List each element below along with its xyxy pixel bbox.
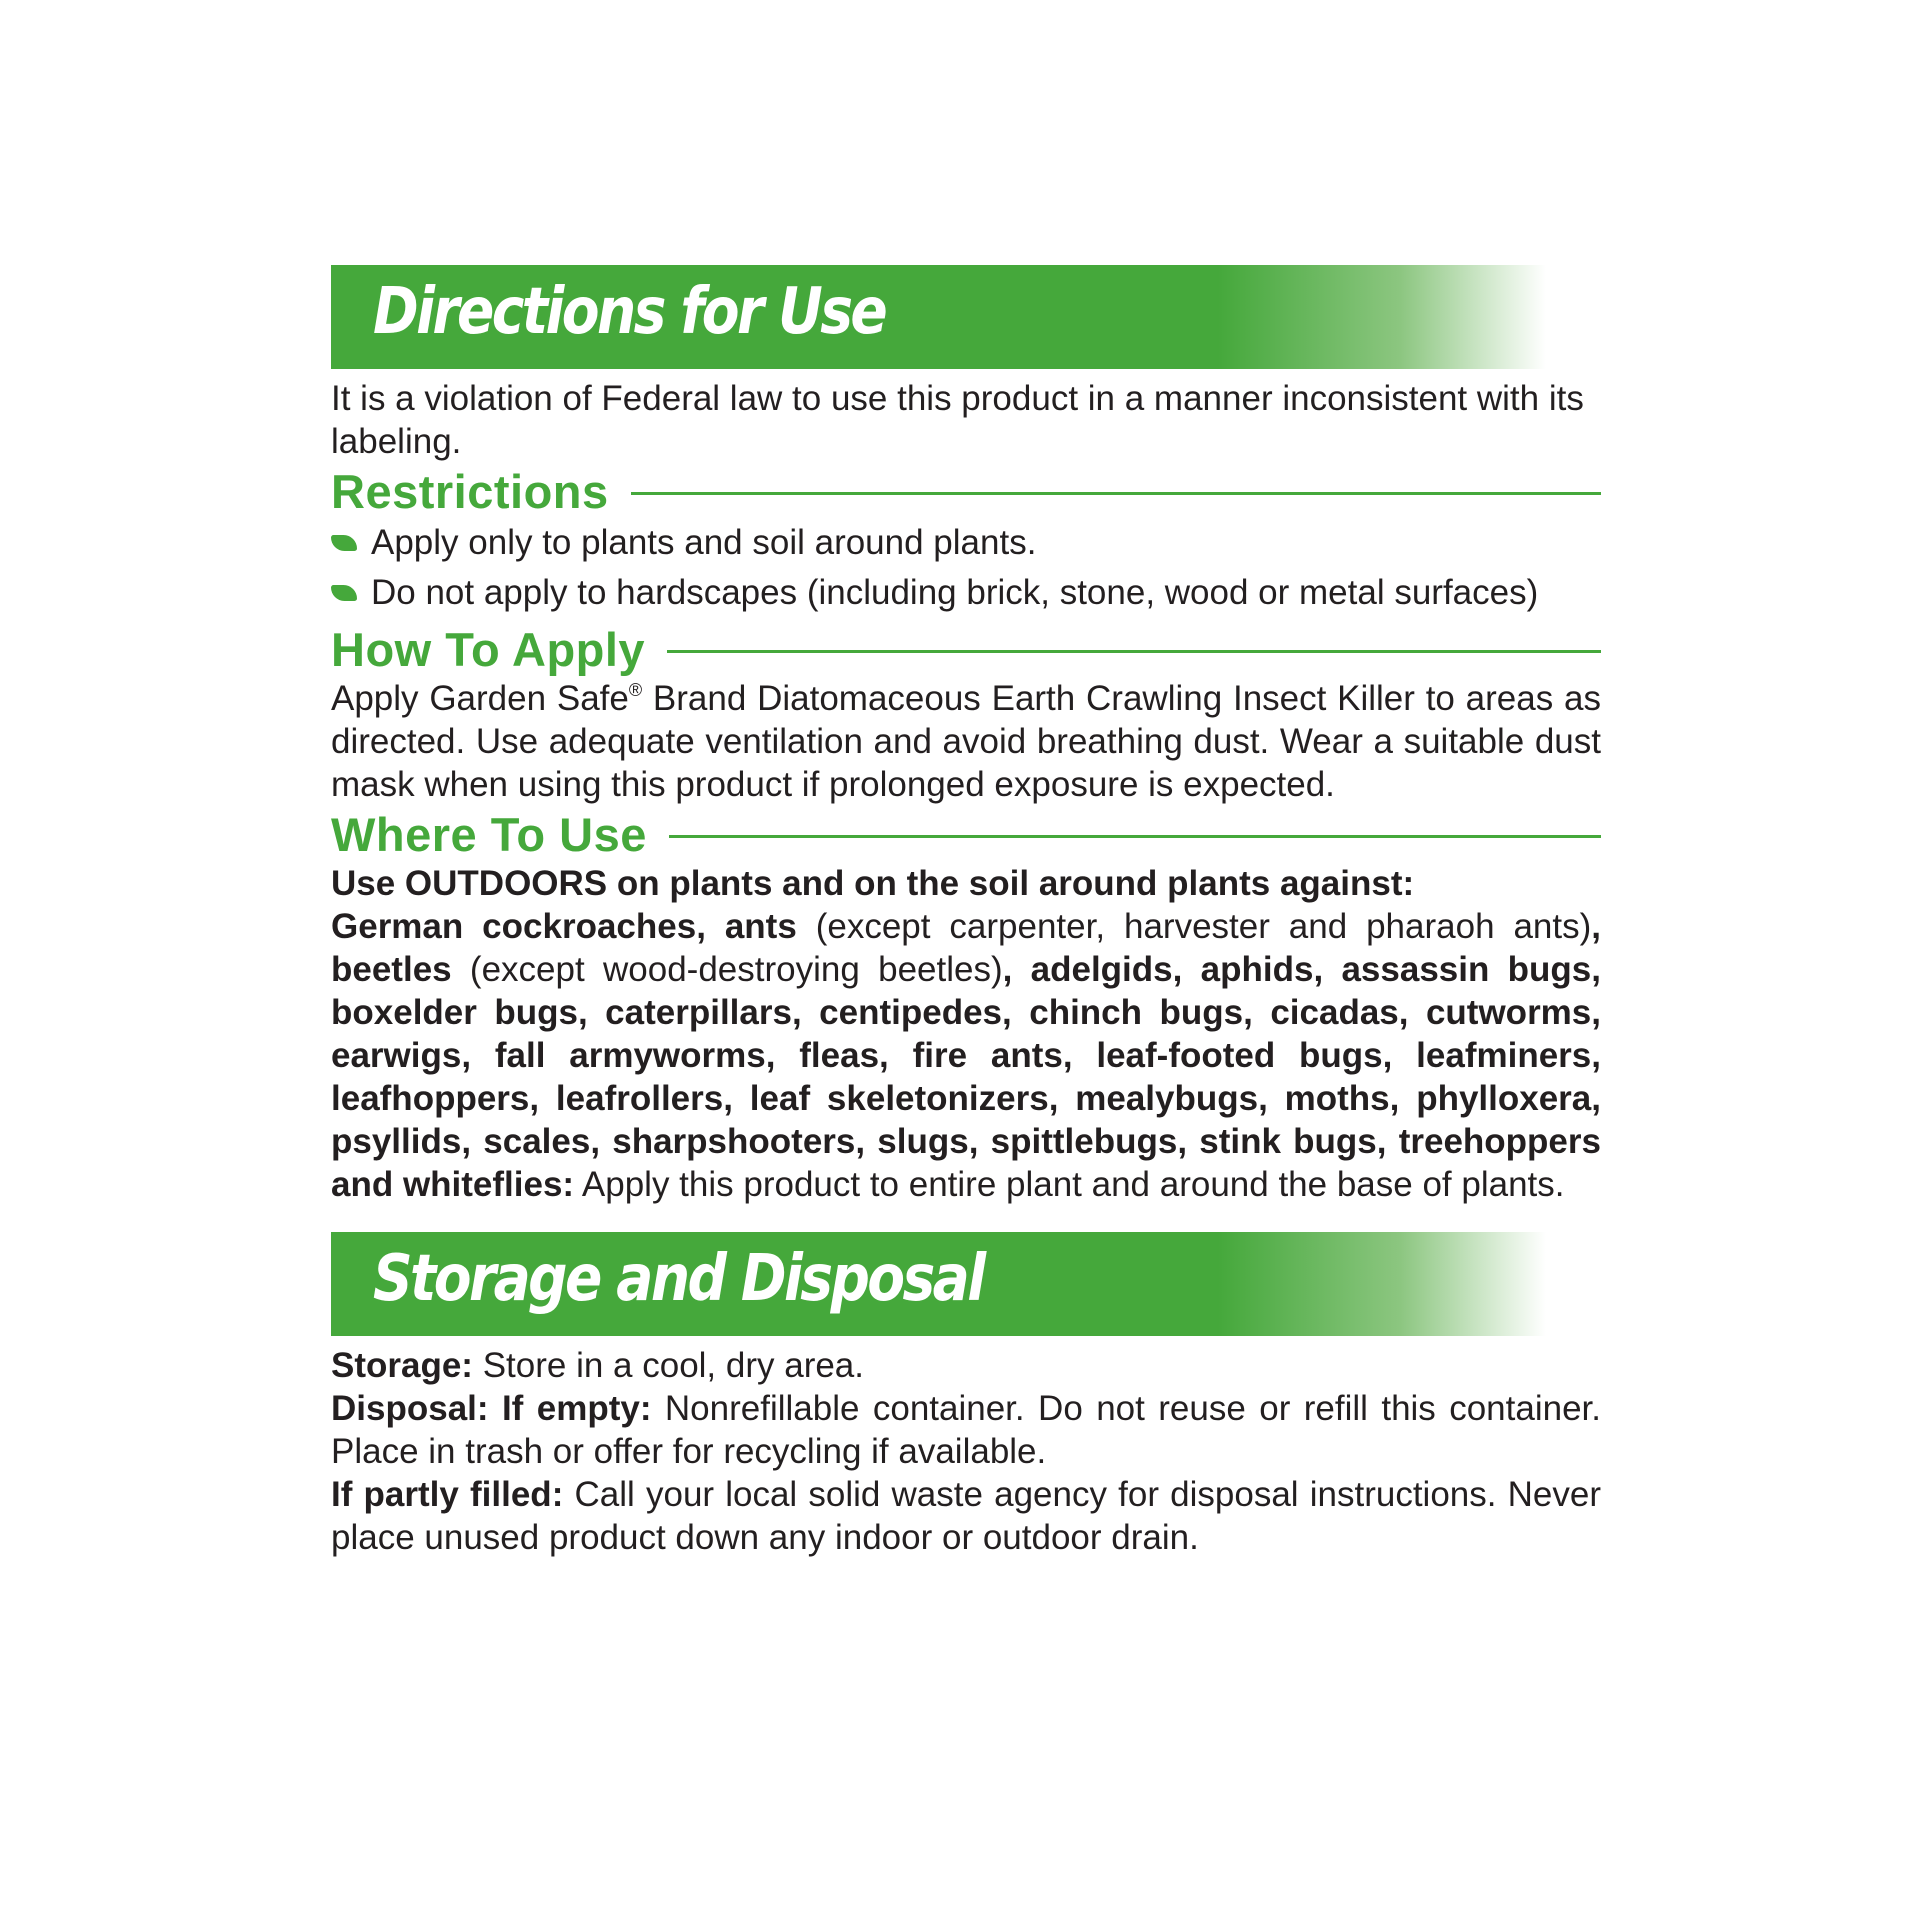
pest-list bbox=[331, 905, 1601, 1206]
partly-filled-label: If partly filled: bbox=[331, 1475, 564, 1514]
restrictions-title: Restrictions bbox=[331, 464, 609, 518]
apply-text-rest: Brand Diatomaceous Earth Crawling Insect Killer to areas as directed. Use adequate ventilation and avoid breathing dust. Wear a suitable dust mask when using this product if prolonged exposure is expected. bbox=[331, 679, 1601, 804]
disposal-instruction: Nonrefillable container. Do not reuse or refill this container. Place in trash or offer for recycling if available. bbox=[331, 1389, 1601, 1471]
where-to-use-title: Where To Use bbox=[331, 807, 647, 861]
restriction-text: Do not apply to hardscapes (including brick, stone, wood or metal surfaces) bbox=[371, 573, 1539, 612]
disposal-label: Disposal: If empty: bbox=[331, 1389, 652, 1428]
restrictions-heading bbox=[331, 463, 1601, 519]
apply-text-start: Apply Garden Safe bbox=[331, 679, 629, 718]
disposal-text bbox=[331, 1387, 1601, 1473]
where-to-use-heading bbox=[331, 806, 1601, 862]
restriction-text: Apply only to plants and soil around plants. bbox=[371, 523, 1037, 562]
where-to-use-lead bbox=[331, 862, 1601, 905]
federal-law-notice: It is a violation of Federal law to use this product in a manner inconsistent with its labeling. bbox=[331, 379, 1584, 461]
pest-group-3: , adelgids, aphids, assassin bugs, boxelder bugs, caterpillars, centipedes, chinch bugs, cicadas, cutworms, earwigs, fall armyworms, fleas, fire ants, leaf-footed bugs, leafminers, leafhoppers, leafrollers, leaf skeletonizers, mealybugs, moths, phylloxera, psyllids, scales, sharpshooters, slugs, spittlebugs, stink bugs, treehoppers and whiteflies: bbox=[331, 950, 1601, 1204]
storage-title: Storage and Disposal bbox=[373, 1242, 984, 1316]
beetle-exception: (except wood-destroying beetles) bbox=[451, 950, 1003, 989]
pest-separator: , bbox=[1591, 907, 1601, 946]
product-label-panel bbox=[331, 265, 1601, 1559]
pest-group-1: German cockroaches, ants bbox=[331, 907, 797, 946]
heading-rule bbox=[667, 650, 1601, 653]
leaf-bullet-icon bbox=[331, 535, 357, 551]
partly-filled-text bbox=[331, 1473, 1601, 1559]
how-to-apply-heading bbox=[331, 621, 1601, 677]
list-item bbox=[331, 521, 1601, 564]
application-instruction: Apply this product to entire plant and around the base of plants. bbox=[574, 1165, 1565, 1204]
how-to-apply-title: How To Apply bbox=[331, 622, 646, 676]
storage-label: Storage: bbox=[331, 1346, 473, 1385]
heading-rule bbox=[669, 835, 1601, 838]
storage-instruction: Store in a cool, dry area. bbox=[472, 1346, 865, 1385]
directions-title: Directions for Use bbox=[373, 275, 886, 349]
pest-group-2: beetles bbox=[331, 950, 452, 989]
storage-text bbox=[331, 1344, 1601, 1387]
partly-filled-instruction: Call your local solid waste agency for disposal instructions. Never place unused product down any indoor or outdoor drain. bbox=[331, 1475, 1601, 1557]
storage-banner bbox=[331, 1232, 1546, 1336]
registered-mark: ® bbox=[628, 680, 643, 700]
outdoor-use-lead: Use OUTDOORS on plants and on the soil around plants against: bbox=[331, 864, 1415, 903]
restrictions-list bbox=[331, 521, 1601, 614]
heading-rule bbox=[631, 492, 1601, 495]
leaf-bullet-icon bbox=[331, 585, 357, 601]
ant-exception: (except carpenter, harvester and pharaoh ants) bbox=[796, 907, 1592, 946]
directions-banner bbox=[331, 265, 1546, 369]
list-item bbox=[331, 571, 1601, 614]
how-to-apply-text bbox=[331, 677, 1601, 806]
